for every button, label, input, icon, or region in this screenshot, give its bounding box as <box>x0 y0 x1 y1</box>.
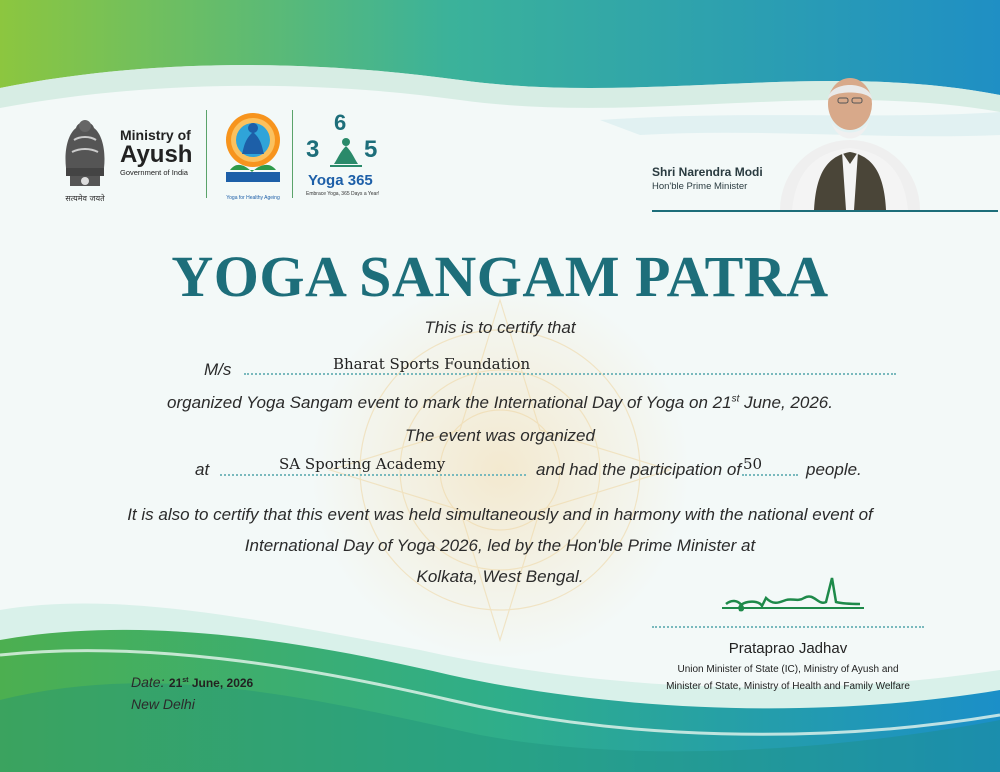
ministry-line3: Government of India <box>120 168 188 177</box>
ministry-block <box>120 128 192 178</box>
ministry-line2: Ayush <box>120 141 193 168</box>
yoga365-number-top: 6 <box>334 110 347 135</box>
signatory-name: Prataprao Jadhav <box>728 640 848 657</box>
certificate-title: YOGA SANGAM PATRA <box>171 244 829 309</box>
signature-image <box>718 572 868 622</box>
place: New Delhi <box>131 696 195 712</box>
venue-dotted-line <box>220 474 526 476</box>
participants-dotted-line <box>742 474 798 476</box>
participation-prefix: and had the participation of <box>536 460 742 479</box>
yoga365-logo <box>304 110 386 202</box>
yoga-figure-icon <box>222 110 284 188</box>
event-line-part1: organized Yoga Sangam event to mark the International Day of Yoga on 21 <box>167 393 732 412</box>
participation-suffix: people. <box>806 460 862 479</box>
at-prefix: at <box>195 460 210 479</box>
organization-name: Bharat Sports Foundation <box>333 355 531 373</box>
date-day: 21 <box>168 676 183 690</box>
also-certify-line3: Kolkata, West Bengal. <box>416 567 584 586</box>
date-sup: st <box>182 677 189 684</box>
participant-count: 50 <box>743 455 763 473</box>
lion-capital-icon <box>56 110 114 190</box>
date-label: Date: <box>131 674 165 690</box>
state-emblem <box>56 110 114 202</box>
organization-dotted-line <box>244 373 896 375</box>
meditating-figure-icon <box>326 136 366 170</box>
date-block <box>131 674 253 692</box>
signatory-title-line1: Union Minister of State (IC), Ministry of Ayush and <box>677 664 899 675</box>
idy-logo-caption: Yoga for Healthy Ageing <box>226 195 280 201</box>
pm-title: Hon'ble Prime Minister <box>652 181 748 192</box>
yoga365-number-right: 5 <box>364 136 378 163</box>
idy-logo <box>222 110 284 202</box>
signature-dotted-line <box>652 626 924 628</box>
event-line-sup: st <box>731 393 740 405</box>
certify-line: This is to certify that <box>424 318 576 337</box>
pm-caption <box>652 165 763 193</box>
pm-photo <box>780 60 920 210</box>
also-certify-line2: International Day of Yoga 2026, led by the Hon'ble Prime Minister at <box>244 536 756 555</box>
date-rest: June, 2026 <box>188 676 254 690</box>
signatory-title-line2: Minister of State, Ministry of Health and Family Welfare <box>666 681 910 692</box>
pm-underline <box>652 210 998 212</box>
pm-name: Shri Narendra Modi <box>652 165 763 179</box>
yoga365-title: Yoga 365 <box>308 172 373 189</box>
ms-prefix: M/s <box>204 360 232 379</box>
header-divider <box>206 110 207 198</box>
emblem-motto: सत्यमेव जयते <box>65 194 105 203</box>
event-line <box>0 393 1000 413</box>
also-certify-line1: It is also to certify that this event was held simultaneously and in harmony with the national event of <box>127 505 873 524</box>
event-line-part2: June, 2026. <box>739 393 833 412</box>
venue-name: SA Sporting Academy <box>279 455 446 473</box>
portrait-image <box>780 60 920 210</box>
ministry-line1: Ministry of <box>120 127 191 143</box>
date-value <box>169 676 253 690</box>
signatory-title <box>640 661 936 695</box>
organized-line: The event was organized <box>405 426 595 445</box>
yoga365-tagline: Embrace Yoga, 365 Days a Year! <box>306 191 380 197</box>
header-divider-2 <box>292 110 293 198</box>
yoga365-number-left: 3 <box>306 136 320 163</box>
